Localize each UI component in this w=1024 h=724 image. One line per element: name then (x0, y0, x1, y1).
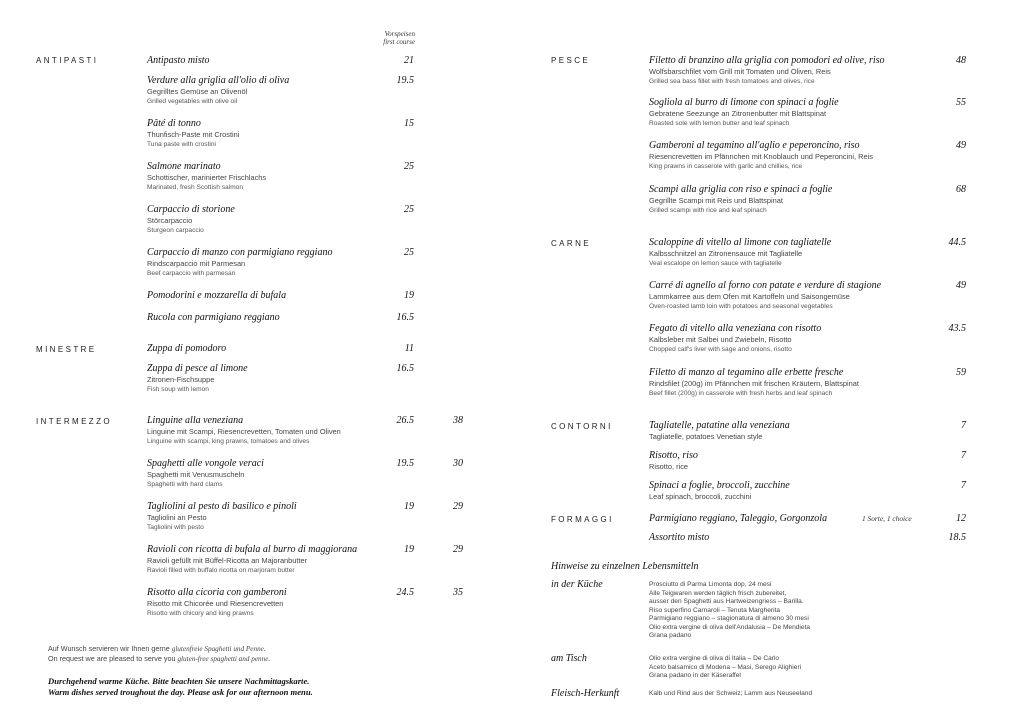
section-carne: CARNE (551, 239, 592, 248)
menu-item (649, 450, 698, 472)
item-name-it: Pâté di tonno (147, 118, 201, 129)
item-price: 7 (961, 420, 966, 431)
item-name-it: Salmone marinato (147, 161, 221, 172)
item-price: 12 (956, 513, 966, 524)
item-name-it: Scampi alla griglia con riso e spinaci a foglie (649, 184, 833, 195)
menu-item (147, 118, 239, 149)
item-name-it: Filetto di branzino alla griglia con pomodori ed olive, riso (649, 55, 885, 66)
item-desc-en: Beef fillet (200g) in casserole with fresh herbs and leaf spinach (649, 390, 833, 397)
item-desc-en: Sturgeon carpaccio (147, 227, 204, 234)
item-desc-de: Spaghetti mit Venusmuscheln (147, 470, 245, 479)
item-desc-de: Wolfsbarschfilet vom Grill mit Tomaten und Oliven, Reis (649, 67, 831, 76)
item-desc-en: Marinated, fresh Scottish salmon (147, 184, 244, 191)
menu-item (649, 237, 831, 268)
item-name-it: Carpaccio di storione (147, 204, 235, 215)
item-desc-de: Störcarpaccio (147, 216, 193, 225)
item-name-it: Antipasto misto (147, 55, 210, 66)
item-price: 48 (956, 55, 966, 66)
item-price: 19.5 (396, 75, 414, 86)
menu-item (649, 184, 832, 215)
item-name-it: Risotto alla cicoria con gamberoni (147, 587, 287, 598)
menu-item (649, 420, 790, 442)
item-name-it: Linguine alla veneziana (147, 415, 244, 426)
item-desc-de: Gegrilltes Gemüse an Olivenöl (147, 87, 248, 96)
section-antipasti: ANTIPASTI (36, 56, 99, 65)
item-price: 49 (956, 280, 966, 291)
item-name-it: Parmigiano reggiano, Taleggio, Gorgonzola (649, 513, 828, 524)
menu-item (649, 367, 859, 398)
meat-origin-notes: Kalb und Rind aus der Schweiz; Lamm aus Neuseeland (649, 690, 813, 697)
item-desc-en: Grilled vegetables with olive oil (147, 98, 238, 105)
item-price: 25 (404, 247, 414, 258)
first-course-header (360, 30, 415, 46)
item-desc-en: King prawns in casserole with garlic and chillies, rice (649, 163, 803, 170)
item-price: 7 (961, 480, 966, 491)
item-name-it: Gamberoni al tegamino all'aglio e peperoncino, riso (649, 140, 860, 151)
item-desc-en: Grilled sea bass fillet with fresh tomatoes and olives, rice (649, 78, 815, 85)
menu-item (649, 480, 790, 502)
item-name-it: Carpaccio di manzo con parmigiano reggiano (147, 247, 333, 258)
menu-item (147, 343, 226, 355)
meat-origin-label: Fleisch-Herkunft (551, 688, 620, 699)
menu-item (147, 204, 235, 235)
item-price-large: 29 (453, 544, 463, 555)
item-desc-de: Rindscarpaccio mit Parmesan (147, 259, 246, 268)
gluten-note-en: On request we are pleased to serve you gluten-free spaghetti and penne. (48, 654, 271, 663)
menu-item (147, 363, 248, 394)
kitchen-notes: Prosciutto di Parma Limonta dop, 24 mesi Alle Teigwaren werden täglich frisch zubereitet, ausser den Spaghetti aus Hartweizengriess – Barilla. Riso superfino Carnaroli – Tenuta Margherita Parmigiano reggiano – stagionatura di almeno 30 mesi Olio extra vergine di oliva dell'Andalusia – De Mendieta Grana padano (649, 581, 811, 639)
section-pesce: PESCE (551, 56, 591, 65)
item-desc-de: Tagliolini an Pesto (147, 513, 207, 522)
item-desc-en: Tuna paste with crostini (147, 141, 217, 148)
section-intermezzo: INTERMEZZO (36, 417, 112, 426)
item-desc-en: Linguine with scampi, king prawns, tomatoes and olives (147, 438, 310, 445)
item-desc-de: Gebratene Seezunge an Zitronenbutter mit Blattspinat (649, 109, 827, 118)
item-desc-de: Schottischer, marinierter Frischlachs (147, 173, 267, 182)
item-desc: Tagliatelle, potatoes Venetian style (649, 432, 763, 441)
table-notes: Olio extra vergine di oliva di Italia – De Carlo Aceto balsamico di Modena – Masi, Serego Alighieri Grana padano in der Käseraffel (649, 655, 802, 679)
menu-item (649, 280, 881, 311)
item-desc-de: Rindsfilet (200g) im Pfännchen mit frischen Kräutern, Blattspinat (649, 379, 859, 388)
menu-item (147, 587, 287, 618)
item-desc-de: Ravioli gefüllt mit Büffel-Ricotta an Majoranbutter (147, 556, 308, 565)
kitchen-label: in der Küche (551, 579, 603, 590)
item-price: 7 (961, 450, 966, 461)
portion-note: 1 Sorte, 1 choice (862, 514, 912, 523)
item-name-it: Rucola con parmigiano reggiano (147, 312, 280, 323)
menu-item (649, 55, 885, 86)
food-notes-title: Hinweise zu einzelnen Lebensmitteln (551, 561, 699, 572)
item-name-it: Scaloppine di vitello al limone con tagliatelle (649, 237, 832, 248)
item-name-it: Sogliola al burro di limone con spinaci a foglie (649, 97, 839, 108)
item-price: 18.5 (948, 532, 966, 543)
service-note (48, 676, 313, 698)
menu-item (147, 290, 286, 302)
item-name-it: Zuppa di pesce al limone (147, 363, 248, 374)
item-name-it: Zuppa di pomodoro (147, 343, 227, 354)
item-name-it: Assortito misto (649, 532, 710, 543)
menu-item (147, 544, 357, 575)
menu-item (147, 501, 297, 532)
item-desc-en: Beef carpaccio with parmesan (147, 270, 236, 277)
gluten-note-de: Auf Wunsch servieren wir Ihnen gerne glutenfreie Spaghetti und Penne. (48, 644, 266, 653)
item-price-large: 29 (453, 501, 463, 512)
menu-item (649, 323, 821, 354)
item-price: 43.5 (948, 323, 966, 334)
item-price: 55 (956, 97, 966, 108)
item-price: 68 (956, 184, 966, 195)
item-price-large: 38 (453, 415, 463, 426)
gluten-free-note (48, 644, 270, 664)
item-name-it: Tagliatelle, patatine alla veneziana (649, 420, 790, 431)
item-name-it: Ravioli con ricotta di bufala al burro di maggiorana (147, 544, 358, 555)
item-desc-de: Thunfisch-Paste mit Crostini (147, 130, 240, 139)
item-price-large: 30 (453, 458, 463, 469)
item-price: 11 (404, 343, 414, 354)
item-desc-de: Risotto mit Chicorée und Riesencrevetten (147, 599, 284, 608)
item-desc: Risotto, rice (649, 462, 689, 471)
item-desc-en: Roasted sole with lemon butter and leaf spinach (649, 120, 790, 127)
item-desc-de: Riesencrevetten im Pfännchen mit Knoblauch und Peperoncini, Reis (649, 152, 873, 161)
menu-item (649, 513, 827, 525)
item-price: 21 (404, 55, 414, 66)
item-name-it: Tagliolini al pesto di basilico e pinoli (147, 501, 297, 512)
item-desc-de: Kalbsleber mit Salbei und Zwiebeln, Risotto (649, 335, 792, 344)
item-desc-en: Veal escalope on lemon sauce with tagliatelle (649, 260, 782, 267)
item-price-small: 19 (404, 544, 414, 555)
item-desc-en: Chopped calf's liver with sage and onions, risotto (649, 346, 792, 353)
section-contorni: CONTORNI (551, 422, 613, 431)
menu-item (147, 415, 341, 446)
item-price-small: 24.5 (396, 587, 414, 598)
menu-item (649, 97, 839, 128)
header-line-de: Vorspeisen (384, 30, 415, 38)
item-price-large: 35 (453, 587, 463, 598)
item-desc-en: Spaghetti with hard clams (147, 481, 223, 488)
menu-item (649, 532, 709, 544)
section-minestre: MINESTRE (36, 345, 97, 354)
item-name-it: Spinaci a foglie, broccoli, zucchine (649, 480, 790, 491)
item-price: 25 (404, 161, 414, 172)
item-price-small: 19.5 (396, 458, 414, 469)
item-price: 49 (956, 140, 966, 151)
item-desc-en: Grilled scampi with rice and leaf spinach (649, 207, 767, 214)
menu-item (147, 55, 210, 67)
item-desc-en: Oven-roasted lamb loin with potatoes and seasonal vegetables (649, 303, 833, 310)
item-price-small: 26.5 (396, 415, 414, 426)
item-desc-de: Zitronen-Fischsuppe (147, 375, 215, 384)
item-price-small: 19 (404, 501, 414, 512)
item-price: 25 (404, 204, 414, 215)
service-note-en: Warm dishes served troughout the day. Please ask for our afternoon menu. (48, 687, 313, 697)
item-desc-en: Tagliolini with pesto (147, 524, 204, 531)
menu-item (147, 161, 266, 192)
menu-item (147, 247, 332, 278)
item-price: 59 (956, 367, 966, 378)
item-name-it: Carré di agnello al forno con patate e verdure di stagione (649, 280, 882, 291)
item-desc-en: Fish soup with lemon (147, 386, 209, 393)
item-price: 16.5 (396, 363, 414, 374)
item-desc-en: Risotto with chicory and king prawns (147, 610, 254, 617)
item-name-it: Fegato di vitello alla veneziana con risotto (649, 323, 822, 334)
item-name-it: Pomodorini e mozzarella di bufala (147, 290, 287, 301)
header-line-en: first course (383, 38, 415, 46)
item-desc-en: Ravioli filled with buffalo ricotta on marjoram butter (147, 567, 295, 574)
item-name-it: Spaghetti alle vongole veraci (147, 458, 264, 469)
section-formaggi: FORMAGGI (551, 515, 614, 524)
item-price: 16.5 (396, 312, 414, 323)
item-price: 19 (404, 290, 414, 301)
item-desc-de: Gegrillte Scampi mit Reis und Blattspinat (649, 196, 783, 205)
menu-item (147, 312, 280, 324)
item-desc: Leaf spinach, broccoli, zucchini (649, 492, 752, 501)
item-price: 44.5 (948, 237, 966, 248)
item-name-it: Risotto, riso (649, 450, 698, 461)
menu-item (147, 75, 289, 106)
menu-item (147, 458, 264, 489)
table-label: am Tisch (551, 653, 587, 664)
item-desc-de: Lammkarree aus dem Ofen mit Kartoffeln und Saisongemüse (649, 292, 850, 301)
item-desc-de: Linguine mit Scampi, Riesencrevetten, Tomaten und Oliven (147, 427, 341, 436)
item-price: 15 (404, 118, 414, 129)
item-name-it: Verdure alla griglia all'olio di oliva (147, 75, 290, 86)
item-desc-de: Kalbsschnitzel an Zitronensauce mit Tagliatelle (649, 249, 803, 258)
menu-item (649, 140, 873, 171)
item-name-it: Filetto di manzo al tegamino alle erbette fresche (649, 367, 844, 378)
service-note-de: Durchgehend warme Küche. Bitte beachten Sie unsere Nachmittagskarte. (48, 676, 310, 686)
